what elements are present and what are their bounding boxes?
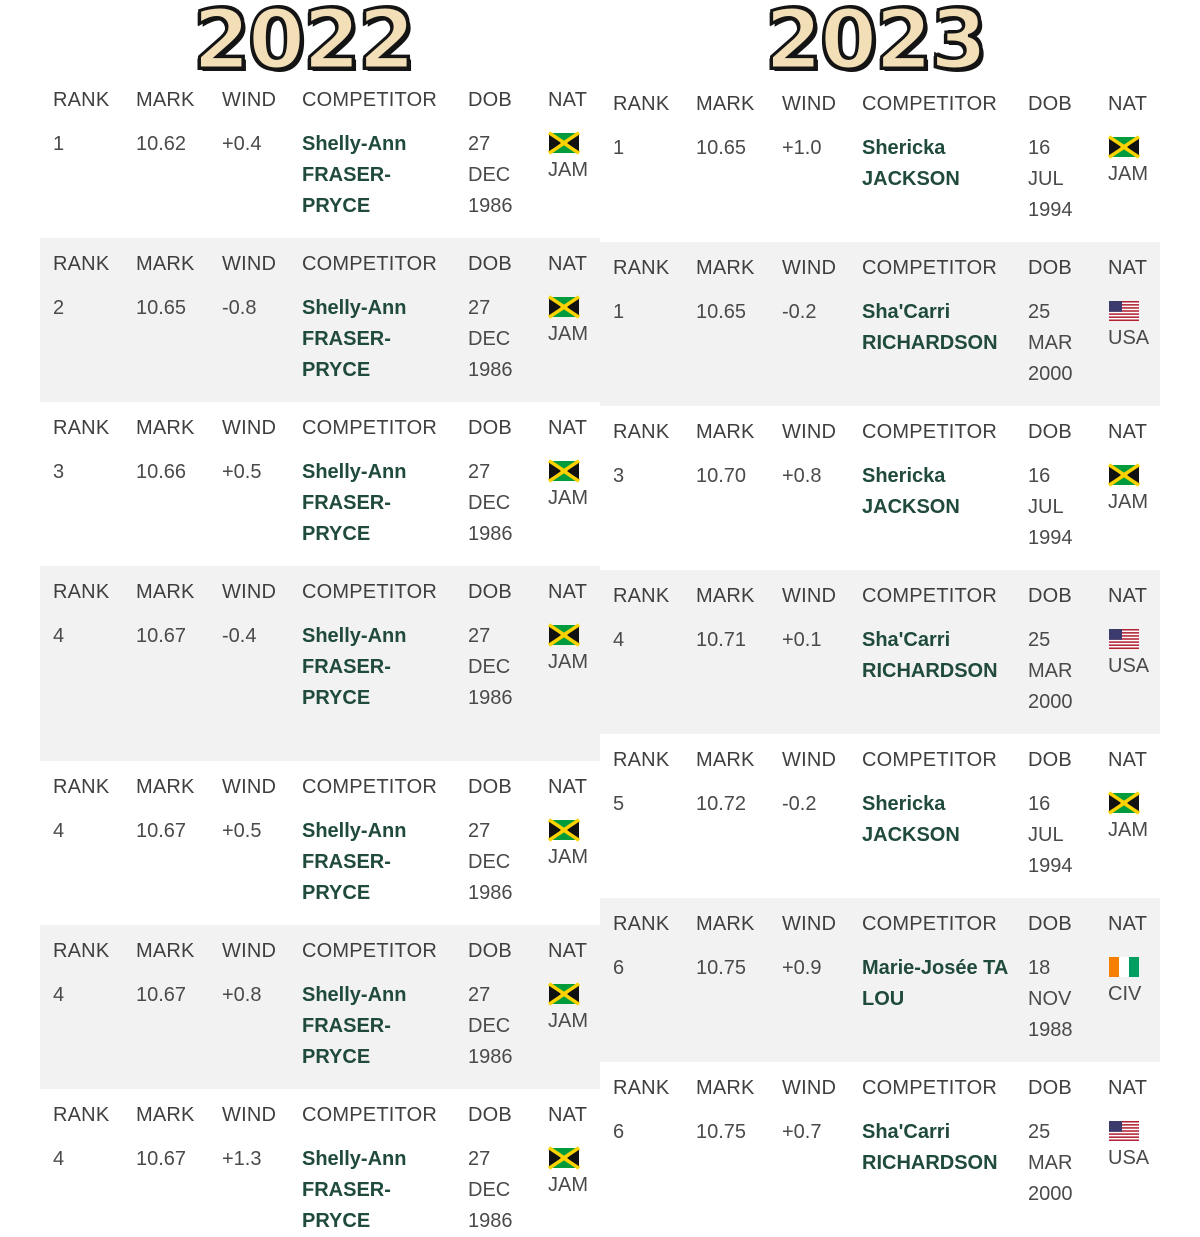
mark-value: 10.75 — [696, 1121, 747, 1143]
nat-value: JAM — [548, 846, 588, 868]
competitor-header: COMPETITOR — [302, 89, 437, 111]
mark-header: MARK — [696, 257, 755, 279]
wind-header: WIND — [222, 417, 277, 439]
rank-value: 4 — [53, 984, 65, 1006]
dob-value-line: 1986 — [468, 687, 513, 709]
rank-value: 6 — [613, 957, 625, 979]
rank-header: RANK — [613, 421, 670, 443]
nat-value: USA — [1108, 327, 1150, 349]
wind-header: WIND — [782, 421, 837, 443]
rankings-2022-panel — [40, 74, 600, 1232]
rank-header: RANK — [53, 89, 110, 111]
rank-header: RANK — [53, 253, 110, 275]
competitor-header: COMPETITOR — [302, 253, 437, 275]
dob-value-line: MAR — [1028, 1152, 1073, 1174]
competitor-header: COMPETITOR — [862, 93, 997, 115]
nat-header: NAT — [1108, 1077, 1148, 1099]
dob-header: DOB — [1028, 585, 1072, 607]
dob-value-line: DEC — [468, 851, 511, 873]
dob-value-line: 1986 — [468, 1046, 513, 1068]
competitor-name-line[interactable]: PRYCE — [302, 195, 371, 217]
nat-header: NAT — [1108, 421, 1148, 443]
dob-value-line: 16 — [1028, 137, 1051, 159]
competitor-header: COMPETITOR — [862, 257, 997, 279]
dob-header: DOB — [1028, 1077, 1072, 1099]
wind-value: +0.4 — [222, 133, 262, 155]
mark-header: MARK — [136, 253, 195, 275]
usa-flag-icon — [1109, 1121, 1139, 1141]
nat-header: NAT — [1108, 257, 1148, 279]
rank-header: RANK — [613, 585, 670, 607]
competitor-name-line[interactable]: FRASER- — [302, 851, 391, 873]
jamaica-flag-icon — [1109, 793, 1139, 813]
dob-value-line: DEC — [468, 1015, 511, 1037]
nat-value: CIV — [1108, 983, 1142, 1005]
ivory-coast-flag-icon — [1109, 957, 1139, 977]
competitor-name-line[interactable]: Shericka — [862, 137, 946, 159]
mark-value: 10.62 — [136, 133, 187, 155]
rank-value: 3 — [613, 465, 625, 487]
mark-header: MARK — [696, 749, 755, 771]
rank-header: RANK — [53, 776, 110, 798]
wind-header: WIND — [222, 253, 277, 275]
dob-value-line: JUL — [1028, 168, 1064, 190]
jamaica-flag-icon — [549, 625, 579, 645]
competitor-name-line[interactable]: RICHARDSON — [862, 332, 998, 354]
dob-value-line: 27 — [468, 461, 491, 483]
nat-value: JAM — [548, 487, 588, 509]
nat-value: USA — [1108, 655, 1150, 677]
mark-value: 10.66 — [136, 461, 187, 483]
mark-header: MARK — [136, 776, 195, 798]
dob-value-line: MAR — [1028, 332, 1073, 354]
mark-value: 10.70 — [696, 465, 747, 487]
result-card[interactable] — [40, 761, 600, 925]
result-card[interactable] — [40, 925, 600, 1089]
mark-value: 10.67 — [136, 625, 187, 647]
competitor-name-line[interactable]: FRASER- — [302, 656, 391, 678]
competitor-header: COMPETITOR — [302, 940, 437, 962]
rank-header: RANK — [613, 913, 670, 935]
rank-value: 4 — [53, 1148, 65, 1170]
competitor-name-line[interactable]: PRYCE — [302, 1210, 371, 1232]
rank-header: RANK — [53, 940, 110, 962]
dob-value-line: MAR — [1028, 660, 1073, 682]
dob-value-line: 18 — [1028, 957, 1051, 979]
wind-value: +0.8 — [222, 984, 262, 1006]
rank-value: 5 — [613, 793, 625, 815]
dob-value-line: DEC — [468, 1179, 511, 1201]
nat-value: USA — [1108, 1147, 1150, 1169]
competitor-name-line[interactable]: FRASER- — [302, 328, 391, 350]
mark-value: 10.67 — [136, 820, 187, 842]
dob-value-line: 25 — [1028, 301, 1051, 323]
competitor-name-line[interactable]: Shelly-Ann — [302, 625, 407, 647]
rank-value: 1 — [613, 137, 625, 159]
competitor-name-line[interactable]: LOU — [862, 988, 905, 1010]
competitor-name-line[interactable]: Shelly-Ann — [302, 1148, 407, 1170]
result-card[interactable] — [600, 898, 1160, 1062]
dob-value-line: DEC — [468, 656, 511, 678]
wind-value: +1.0 — [782, 137, 822, 159]
dob-header: DOB — [1028, 913, 1072, 935]
competitor-header: COMPETITOR — [302, 417, 437, 439]
dob-value-line: 1986 — [468, 523, 513, 545]
competitor-name-line[interactable]: FRASER- — [302, 1015, 391, 1037]
dob-header: DOB — [468, 253, 512, 275]
result-card[interactable] — [40, 402, 600, 566]
dob-value-line: 27 — [468, 984, 491, 1006]
wind-header: WIND — [222, 581, 277, 603]
mark-value: 10.67 — [136, 984, 187, 1006]
wind-value: -0.2 — [782, 793, 817, 815]
dob-value-line: 2000 — [1028, 363, 1073, 385]
mark-header: MARK — [136, 581, 195, 603]
jamaica-flag-icon — [549, 984, 579, 1004]
dob-header: DOB — [468, 1104, 512, 1126]
rank-value: 1 — [613, 301, 625, 323]
nat-value: JAM — [548, 323, 588, 345]
dob-value-line: 1986 — [468, 195, 513, 217]
competitor-name-line[interactable]: Shelly-Ann — [302, 461, 407, 483]
wind-value: +1.3 — [222, 1148, 262, 1170]
competitor-header: COMPETITOR — [862, 1077, 997, 1099]
result-card[interactable] — [600, 570, 1160, 734]
nat-value: JAM — [548, 1010, 588, 1032]
rank-header: RANK — [53, 417, 110, 439]
competitor-name-line[interactable]: Shelly-Ann — [302, 133, 407, 155]
rank-header: RANK — [613, 1077, 670, 1099]
nat-header: NAT — [548, 1104, 588, 1126]
mark-value: 10.67 — [136, 1148, 187, 1170]
wind-value: -0.2 — [782, 301, 817, 323]
nat-header: NAT — [548, 940, 588, 962]
dob-value-line: 1986 — [468, 882, 513, 904]
nat-value: JAM — [1108, 491, 1148, 513]
competitor-header: COMPETITOR — [862, 421, 997, 443]
nat-header: NAT — [548, 253, 588, 275]
dob-value-line: DEC — [468, 492, 511, 514]
result-card[interactable] — [40, 74, 600, 238]
competitor-name-line[interactable]: Sha'Carri — [862, 301, 951, 323]
dob-value-line: 27 — [468, 297, 491, 319]
dob-header: DOB — [1028, 749, 1072, 771]
dob-value-line: JUL — [1028, 824, 1064, 846]
dob-value-line: 27 — [468, 625, 491, 647]
dob-header: DOB — [1028, 257, 1072, 279]
nat-header: NAT — [1108, 749, 1148, 771]
competitor-name-line[interactable]: PRYCE — [302, 359, 371, 381]
jamaica-flag-icon — [549, 297, 579, 317]
dob-header: DOB — [468, 581, 512, 603]
nat-value: JAM — [1108, 163, 1148, 185]
competitor-header: COMPETITOR — [862, 749, 997, 771]
competitor-name-line[interactable]: Sha'Carri — [862, 629, 951, 651]
dob-value-line: 1994 — [1028, 199, 1073, 221]
jamaica-flag-icon — [549, 820, 579, 840]
jamaica-flag-icon — [549, 133, 579, 153]
dob-value-line: DEC — [468, 164, 511, 186]
mark-header: MARK — [136, 1104, 195, 1126]
rank-value: 4 — [53, 820, 65, 842]
wind-header: WIND — [222, 776, 277, 798]
nat-header: NAT — [1108, 913, 1148, 935]
rank-header: RANK — [53, 581, 110, 603]
dob-value-line: 1986 — [468, 359, 513, 381]
wind-header: WIND — [222, 89, 277, 111]
mark-value: 10.65 — [136, 297, 187, 319]
dob-value-line: 27 — [468, 1148, 491, 1170]
competitor-name-line[interactable]: Shelly-Ann — [302, 297, 407, 319]
wind-header: WIND — [782, 257, 837, 279]
rank-header: RANK — [53, 1104, 110, 1126]
dob-value-line: 16 — [1028, 793, 1051, 815]
dob-value-line: DEC — [468, 328, 511, 350]
dob-value-line: 2000 — [1028, 691, 1073, 713]
result-card[interactable] — [40, 238, 600, 402]
rank-header: RANK — [613, 257, 670, 279]
competitor-name-line[interactable]: Sha'Carri — [862, 1121, 951, 1143]
dob-value-line: 1986 — [468, 1210, 513, 1232]
competitor-name-line[interactable]: Shelly-Ann — [302, 984, 407, 1006]
dob-value-line: NOV — [1028, 988, 1072, 1010]
wind-header: WIND — [782, 749, 837, 771]
competitor-header: COMPETITOR — [302, 581, 437, 603]
nat-header: NAT — [548, 581, 588, 603]
dob-header: DOB — [468, 940, 512, 962]
competitor-name-line[interactable]: RICHARDSON — [862, 660, 998, 682]
wind-header: WIND — [782, 1077, 837, 1099]
dob-header: DOB — [468, 89, 512, 111]
rank-header: RANK — [613, 749, 670, 771]
competitor-name-line[interactable]: Shelly-Ann — [302, 820, 407, 842]
competitor-header: COMPETITOR — [302, 1104, 437, 1126]
result-card[interactable] — [40, 566, 600, 761]
wind-value: +0.8 — [782, 465, 822, 487]
nat-header: NAT — [1108, 93, 1148, 115]
competitor-name-line[interactable]: PRYCE — [302, 1046, 371, 1068]
wind-value: +0.5 — [222, 820, 262, 842]
dob-header: DOB — [468, 776, 512, 798]
mark-header: MARK — [696, 585, 755, 607]
nat-header: NAT — [548, 417, 588, 439]
year-title-2022: 2022 — [193, 0, 414, 88]
mark-header: MARK — [136, 417, 195, 439]
mark-value: 10.75 — [696, 957, 747, 979]
wind-value: +0.5 — [222, 461, 262, 483]
competitor-name-line[interactable]: FRASER- — [302, 492, 391, 514]
competitor-name-line[interactable]: PRYCE — [302, 523, 371, 545]
wind-value: -0.4 — [222, 625, 257, 647]
dob-value-line: 27 — [468, 820, 491, 842]
rank-value: 6 — [613, 1121, 625, 1143]
nat-value: JAM — [548, 1174, 588, 1196]
nat-value: JAM — [548, 159, 588, 181]
dob-header: DOB — [1028, 421, 1072, 443]
nat-value: JAM — [1108, 819, 1148, 841]
competitor-name-line[interactable]: JACKSON — [862, 496, 960, 518]
competitor-name-line[interactable]: FRASER- — [302, 164, 391, 186]
competitor-header: COMPETITOR — [862, 913, 997, 935]
jamaica-flag-icon — [549, 461, 579, 481]
competitor-header: COMPETITOR — [302, 776, 437, 798]
jamaica-flag-icon — [549, 1148, 579, 1168]
nat-header: NAT — [548, 89, 588, 111]
dob-value-line: 2000 — [1028, 1183, 1073, 1205]
competitor-name-line[interactable]: RICHARDSON — [862, 1152, 998, 1174]
rank-header: RANK — [613, 93, 670, 115]
year-title-2023: 2023 — [765, 0, 986, 88]
competitor-header: COMPETITOR — [862, 585, 997, 607]
jamaica-flag-icon — [1109, 465, 1139, 485]
mark-value: 10.65 — [696, 301, 747, 323]
dob-value-line: 16 — [1028, 465, 1051, 487]
mark-header: MARK — [696, 421, 755, 443]
result-card[interactable] — [600, 242, 1160, 406]
mark-header: MARK — [136, 940, 195, 962]
wind-value: +0.7 — [782, 1121, 822, 1143]
result-card[interactable] — [600, 78, 1160, 242]
result-card[interactable] — [600, 734, 1160, 898]
wind-value: -0.8 — [222, 297, 257, 319]
competitor-name-line[interactable]: PRYCE — [302, 687, 371, 709]
mark-header: MARK — [696, 913, 755, 935]
competitor-name-line[interactable]: JACKSON — [862, 824, 960, 846]
competitor-name-line[interactable]: FRASER- — [302, 1179, 391, 1201]
usa-flag-icon — [1109, 629, 1139, 649]
mark-value: 10.71 — [696, 629, 747, 651]
usa-flag-icon — [1109, 301, 1139, 321]
rankings-2023-panel — [600, 78, 1160, 1205]
mark-value: 10.65 — [696, 137, 747, 159]
competitor-name-line[interactable]: Shericka — [862, 793, 946, 815]
competitor-name-line[interactable]: JACKSON — [862, 168, 960, 190]
result-card[interactable] — [40, 1089, 600, 1232]
rank-value: 3 — [53, 461, 65, 483]
dob-header: DOB — [1028, 93, 1072, 115]
nat-header: NAT — [1108, 585, 1148, 607]
competitor-name-line[interactable]: PRYCE — [302, 882, 371, 904]
dob-value-line: 25 — [1028, 629, 1051, 651]
dob-value-line: 1994 — [1028, 855, 1073, 877]
rank-value: 1 — [53, 133, 65, 155]
mark-header: MARK — [696, 93, 755, 115]
wind-value: +0.9 — [782, 957, 822, 979]
dob-value-line: 25 — [1028, 1121, 1051, 1143]
dob-value-line: 27 — [468, 133, 491, 155]
wind-header: WIND — [222, 1104, 277, 1126]
dob-value-line: 1994 — [1028, 527, 1073, 549]
wind-header: WIND — [782, 585, 837, 607]
wind-header: WIND — [222, 940, 277, 962]
result-card[interactable] — [600, 1062, 1160, 1205]
dob-header: DOB — [468, 417, 512, 439]
nat-header: NAT — [548, 776, 588, 798]
jamaica-flag-icon — [1109, 137, 1139, 157]
mark-header: MARK — [136, 89, 195, 111]
rank-value: 4 — [613, 629, 625, 651]
mark-value: 10.72 — [696, 793, 747, 815]
nat-value: JAM — [548, 651, 588, 673]
competitor-name-line[interactable]: Marie-Josée TA — [862, 957, 1009, 979]
wind-value: +0.1 — [782, 629, 822, 651]
wind-header: WIND — [782, 93, 837, 115]
mark-header: MARK — [696, 1077, 755, 1099]
competitor-name-line[interactable]: Shericka — [862, 465, 946, 487]
dob-value-line: JUL — [1028, 496, 1064, 518]
dob-value-line: 1988 — [1028, 1019, 1073, 1041]
rank-value: 4 — [53, 625, 65, 647]
result-card[interactable] — [600, 406, 1160, 570]
rank-value: 2 — [53, 297, 65, 319]
wind-header: WIND — [782, 913, 837, 935]
